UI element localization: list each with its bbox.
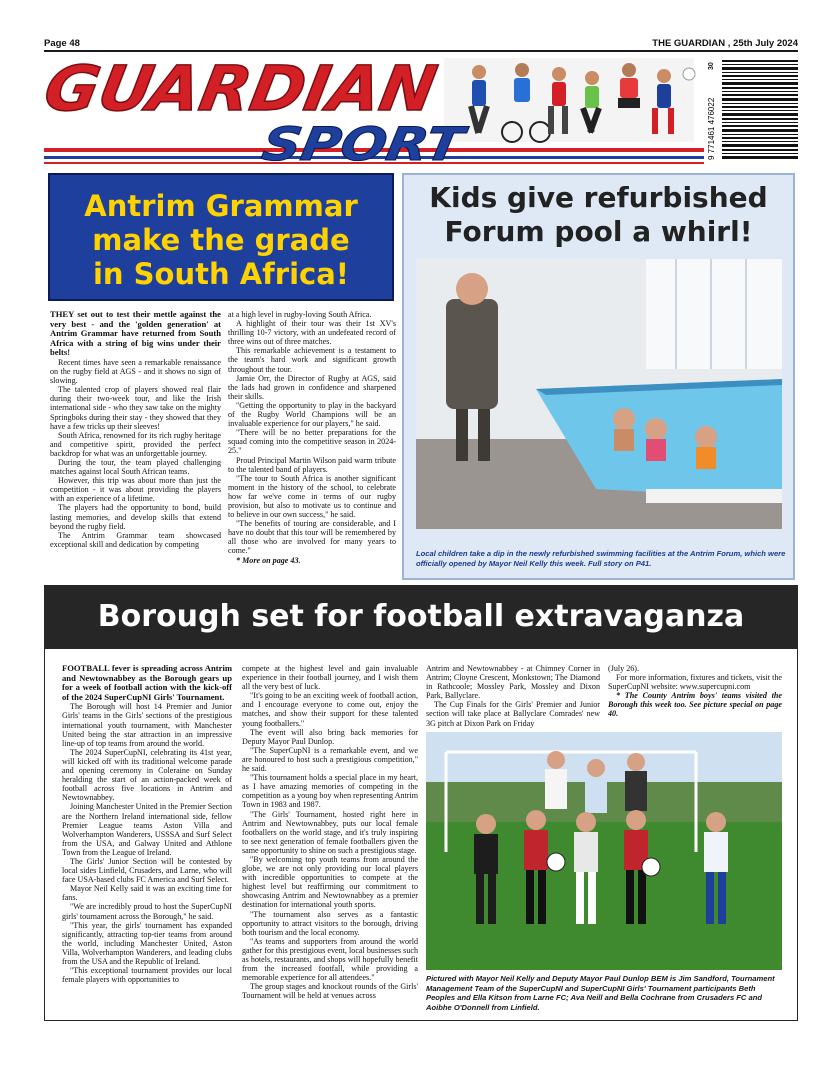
football-paragraph: For more information, fixtures and tickets, visit the SuperCupNI website: www.supercupni.com	[608, 673, 782, 692]
football-paragraph: The 2024 SuperCupNI, celebrating its 41st year, will kicked off with its traditional welcome parade and opening ceremony in Coleraine on Sunday heralding the start of an action-packed week of football across five locations in Antrim and Newtownabbey.	[62, 747, 232, 803]
football-column-4	[608, 664, 782, 719]
football-paragraph: "This tournament holds a special place in my heart, as I have amazing memories of competing in the competition as a young boy when representing Antrim Town in 1983 and 1987.	[242, 773, 419, 810]
football-more-note: * The County Antrim boys' teams visited the Borough this week too. See picture special on page 40.	[608, 691, 782, 719]
football-paragraph: (July 26).	[608, 664, 640, 673]
antrim-headline-line: Antrim Grammar	[84, 189, 358, 223]
antrim-paragraph: This remarkable achievement is a testament to the team's hard work and significant growth throughout the tour.	[228, 346, 396, 374]
football-headline: Borough set for football extravaganza	[97, 599, 745, 634]
barcode-bars	[722, 60, 798, 159]
antrim-paragraph: THEY set out to test their mettle against the very best - and the 'golden generation' at Antrim Grammar have returned from South Africa with a string of big wins under their belts!	[50, 309, 221, 358]
antrim-headline-line: in South Africa!	[92, 257, 350, 291]
antrim-paragraph: The players had the opportunity to bond, build lasting memories, and develop skills that extend beyond the rugby field.	[50, 503, 221, 531]
football-paragraph: The Cup Finals for the Girls' Premier and Junior section will take place at Ballyclare Comrades' new 3G pitch at Dixon Park on Friday	[426, 700, 600, 728]
antrim-paragraph: Recent times have seen a remarkable renaissance on the rugby field at AGS - and it shows no sign of slowing.	[50, 357, 221, 386]
barcode-graphic	[706, 56, 798, 164]
page-number: Page 48	[44, 38, 80, 49]
antrim-paragraph: "Getting the opportunity to play in the backyard of the Rugby World Champions will be an invaluable experience for our players," he said.	[228, 400, 396, 429]
antrim-column-1	[50, 310, 221, 549]
antrim-paragraph: The talented crop of players showed real flair during their two-week tour, and like the Irish international side - who they saw take on the mighty Springboks during their stay - they showed that they have a few tricks up their sleeves!	[50, 385, 221, 431]
football-paragraph: "The SuperCupNI is a remarkable event, and we are honoured to host such a prestigious competition," he said.	[242, 745, 418, 774]
football-paragraph: "The tournament also serves as a fantastic opportunity to attract visitors to the borough, driving both tourism and the local economy.	[242, 909, 418, 937]
antrim-paragraph: A highlight of their tour was their 1st XV's thrilling 10-7 victory, with an undefeated record of three wins out of three matches.	[228, 319, 396, 347]
pool-photo	[416, 259, 782, 529]
football-column-3	[426, 664, 600, 728]
issue-code: 30	[708, 62, 715, 70]
football-photo	[426, 732, 782, 970]
pool-headline-line: Kids give refurbished	[429, 181, 768, 214]
barcode-number: 9 771461 476022	[707, 97, 716, 160]
football-paragraph: "By welcoming top youth teams from around the globe, we are not only providing our local players with incredible opportunities to compete at the highest level but reaffirming our commitment to showcasing Antrim and Newtownabbey as a premier destination for international youth sports.	[242, 854, 418, 910]
football-paragraph: "This exceptional tournament provides our local female players with opportunities to	[62, 966, 232, 985]
athletes-collage	[444, 58, 695, 142]
football-paragraph: The event will also bring back memories for Deputy Mayor Paul Dunlop.	[242, 727, 418, 746]
football-paragraph: "We are incredibly proud to host the SuperCupNI girls' tournament across the Borough," he said.	[62, 902, 232, 921]
antrim-paragraph: Jamie Orr, the Director of Rugby at AGS, said the lads had grown in confidence and sharpened their skills.	[228, 373, 396, 401]
masthead-graphic	[44, 52, 704, 168]
pool-caption: Local children take a dip in the newly refurbished swimming facilities at the Antrim Forum, which were officially opened by Mayor Neil Kelly this week. Full story on P41.	[416, 549, 786, 568]
masthead	[44, 52, 704, 168]
brand-sport-wordmark: SPORT	[258, 117, 439, 168]
antrim-headline-box	[48, 173, 394, 301]
brand-guardian-wordmark: GUARDIAN	[44, 52, 421, 125]
football-paragraph: compete at the highest level and gain invaluable experience in their football journey, and I wish them all the very best of luck.	[242, 664, 418, 692]
antrim-paragraph: "There will be no better preparations for the squad coming into the competitive season in 2024-25."	[228, 428, 396, 456]
football-paragraph: The group stages and knockout rounds of the Girls' Tournament will be held at venues across	[242, 982, 418, 1001]
barcode	[706, 56, 798, 164]
football-paragraph: The Girls' Junior Section will be contested by local sides Linfield, Crusaders, and Larne, who will face USA-based clubs FC America and Surf Select.	[62, 856, 232, 885]
football-paragraph: Antrim and Newtownabbey - at Chimney Corner in Antrim; Cloyne Crescent, Monkstown; The Diamond in Rathcoole; Mossley Park, Mossley and Dixon Park, Ballyclare.	[426, 664, 600, 701]
antrim-column-2	[228, 310, 396, 565]
issue-date: THE GUARDIAN , 25th July 2024	[652, 38, 798, 49]
antrim-paragraph: During the tour, the team played challenging matches against local South African teams.	[50, 458, 221, 477]
football-column-2	[242, 664, 418, 1000]
football-paragraph: FOOTBALL fever is spreading across Antrim and Newtownabbey as the Borough gears up for a week of football action with the kick-off of the 2024 SuperCupNI Girls' Tournament.	[62, 663, 232, 702]
football-paragraph: "As teams and supporters from around the world gather for this prestigious event, local businesses such as hotels, restaurants, and shops will hopefully benefit from the increased footfall, while providing a memorable experience for all attendees."	[242, 936, 418, 983]
football-banner	[44, 585, 798, 649]
football-paragraph: "This year, the girls' tournament has expanded significantly, attracting top-tier teams from around the world, including Manchester United, Aston Villa, Wolverhampton Wanderers, and leading clubs from the USA and the Republic of Ireland.	[62, 920, 232, 966]
pool-story-box	[402, 173, 795, 580]
pool-photo-graphic	[416, 259, 782, 529]
antrim-paragraph: The Antrim Grammar team showcased exceptional skill and dedication by competing	[50, 530, 221, 549]
football-paragraph: Mayor Neil Kelly said it was an exciting time for fans.	[62, 884, 232, 903]
antrim-paragraph: "The benefits of touring are considerable, and I have no doubt that this tour will be remembered by all those who are involved for many years to come."	[228, 519, 396, 556]
antrim-paragraph: Proud Principal Martin Wilson paid warm tribute to the talented band of players.	[228, 455, 396, 474]
football-paragraph: The Borough will host 14 Premier and Junior Girls' teams in the Girls' sections of the prestigious international youth tournament, with Manchester United being the star attraction in an impressive line-up of top teams from around the world.	[62, 702, 232, 748]
antrim-paragraph: However, this trip was about more than just the competition - it was about providing the players with an experience of a lifetime.	[50, 476, 221, 504]
antrim-paragraph: at a high level in rugby-loving South Africa.	[228, 310, 372, 319]
antrim-headline-line: make the grade	[92, 223, 350, 257]
pool-headline-line: Forum pool a whirl!	[444, 215, 753, 248]
football-paragraph: "The Girls' Tournament, hosted right here in Antrim and Newtownabbey, puts our local female footballers on the world stage, and it's truly inspiring to see next generation of female footballers given the same opportunity to shine on such a prestigious stage.	[242, 809, 418, 855]
mayor-figure	[446, 299, 498, 409]
football-photo-graphic	[426, 732, 782, 970]
football-paragraph: "It's going to be an exciting week of football action, and I encourage everyone to come out, enjoy the matches, and show their support for these talented young footballers."	[242, 691, 418, 728]
antrim-paragraph: "The tour to South Africa is another significant moment in the history of the school, to celebrate how far we've come in terms of our rugby provision, but also to motivate us to continue and to believe in our own success," he said.	[228, 473, 396, 520]
antrim-more-note: * More on page 43.	[236, 555, 301, 565]
antrim-paragraph: South Africa, renowned for its rich rugby heritage and competitive spirit, provided the perfect backdrop for what was an unforgettable journey.	[50, 430, 221, 458]
football-column-1	[62, 664, 232, 984]
football-paragraph: Joining Manchester United in the Premier Section are the Northern Ireland international side, fellow Premier League teams Aston Villa and Wolverhampton Wanderers, USSSA and Surf Select from the USA, and Galway United and Athlone Town from the League of Ireland.	[62, 802, 232, 857]
football-caption: Pictured with Mayor Neil Kelly and Deputy Mayor Paul Dunlop BEM is Jim Sandford, Tournament Management Team of the SuperCupNI and SuperCupNI Girls' Tournament participants Beth Peoples and Ella Kitson from Larne FC; Ava Neill and Bella Cochrane from Crusaders FC and Aoibhe O'Donnell from Linfield.	[426, 974, 775, 1012]
